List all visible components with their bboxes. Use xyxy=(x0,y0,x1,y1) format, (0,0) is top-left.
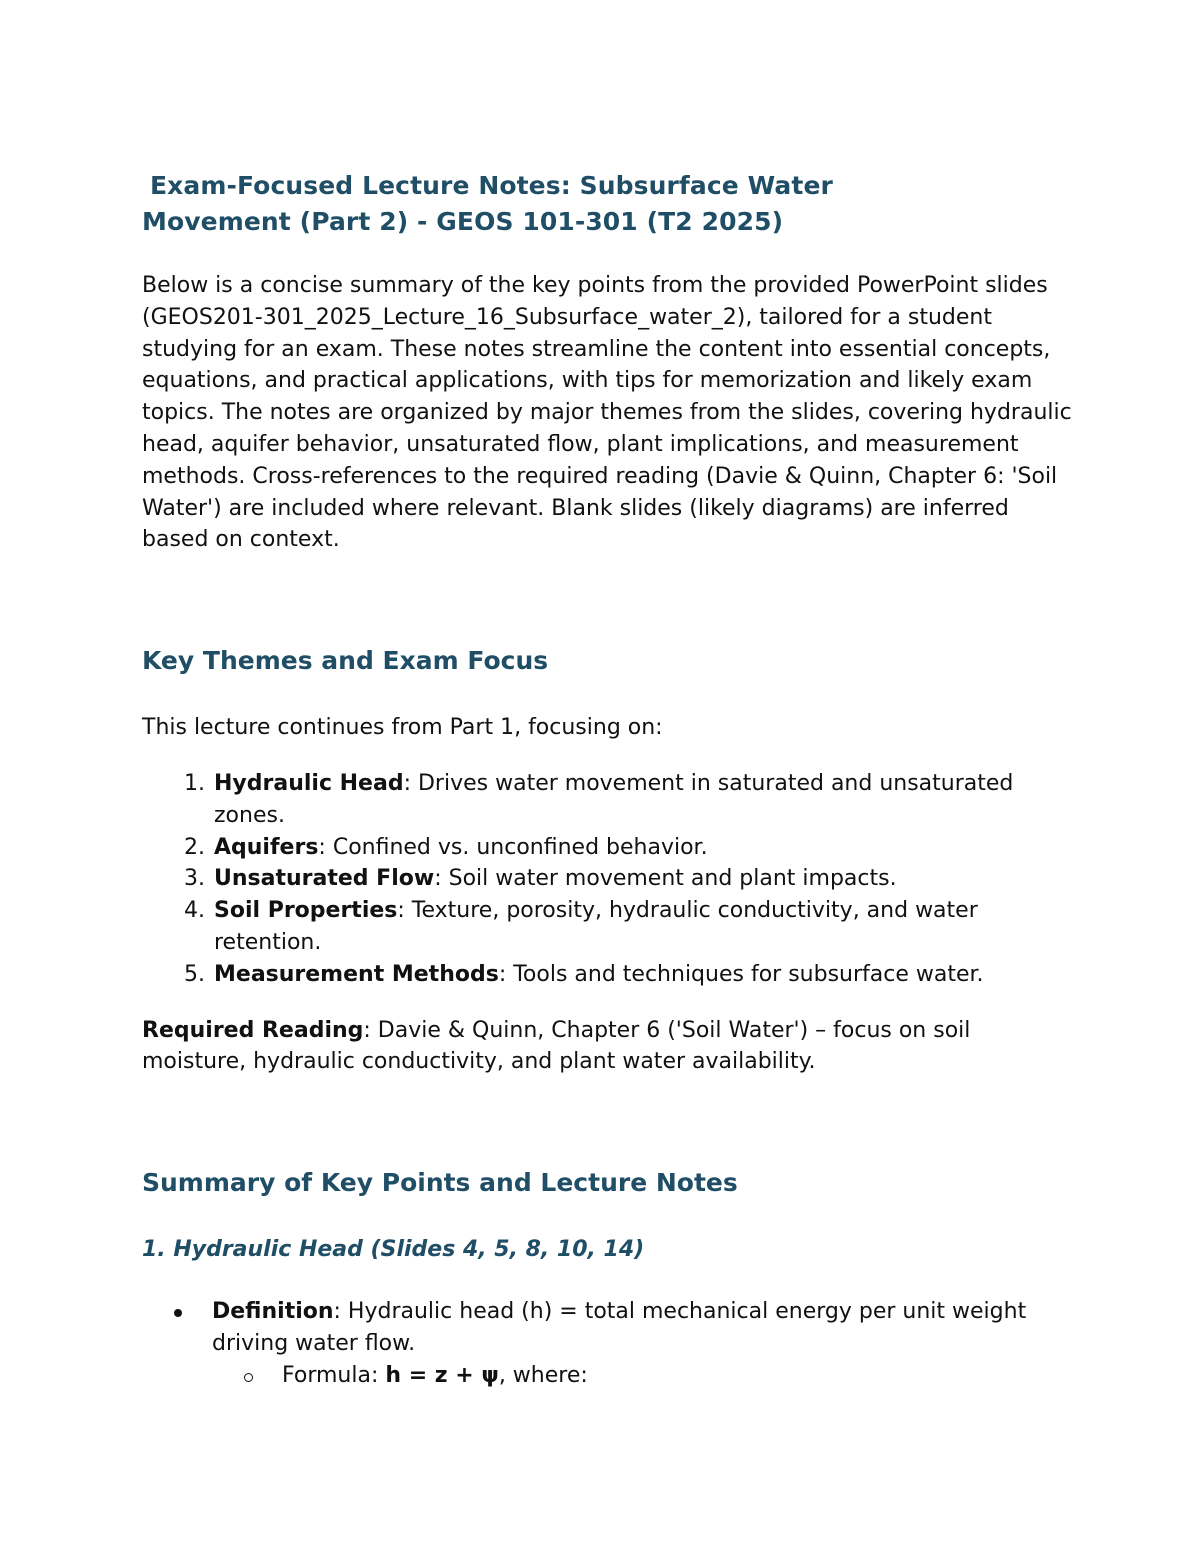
key-themes-heading: Key Themes and Exam Focus xyxy=(142,646,549,676)
formula: h = z + ψ xyxy=(385,1362,499,1388)
theme-term: Aquifers xyxy=(214,834,319,860)
theme-term: Hydraulic Head xyxy=(214,770,404,796)
summary-heading: Summary of Key Points and Lecture Notes xyxy=(142,1168,738,1198)
theme-text: : Drives water movement in saturated and unsaturated zones. xyxy=(214,770,1014,828)
hollow-bullet-icon xyxy=(244,1373,253,1382)
list-item xyxy=(212,832,1072,864)
theme-term: Soil Properties xyxy=(214,898,398,924)
formula-label: Formula: xyxy=(282,1362,386,1388)
section-1-bullets xyxy=(142,1296,1072,1391)
required-reading-term: Required Reading xyxy=(142,1017,364,1043)
list-item xyxy=(282,1360,1072,1392)
list-item xyxy=(212,863,1072,895)
theme-text: : Texture, porosity, hydraulic conductivity, and water retention. xyxy=(214,898,978,955)
document-title xyxy=(142,168,1072,240)
list-item xyxy=(212,1296,1072,1391)
intro-paragraph: Below is a concise summary of the key points from the provided PowerPoint slides (GEOS201-301_2025_Lecture_16_Subsurface_water_2), tailored for a student studying for an exam. These notes streamline the content into essential concepts, equations, and practical applications, with tips for memorization and likely exam topics. The notes are organized by major themes from the slides, covering hydraulic head, aquifer behavior, unsaturated flow, plant implications, and measurement methods. Cross-references to the required reading (Davie & Quinn, Chapter 6: 'Soil Water') are included where relevant. Blank slides (likely diagrams) are inferred based on context. xyxy=(142,273,1072,553)
definition-subitems xyxy=(212,1360,1072,1392)
required-reading-text: : Davie & Quinn, Chapter 6 ('Soil Water') – focus on soil moisture, hydraulic conductivity, and plant water availability. xyxy=(142,1017,971,1075)
theme-text: : Soil water movement and plant impacts. xyxy=(434,866,897,892)
required-reading xyxy=(142,1015,1072,1079)
key-themes-lead: This lecture continues from Part 1, focusing on: xyxy=(142,715,663,741)
bullet-icon xyxy=(174,1309,182,1317)
document-content xyxy=(142,168,1072,1392)
theme-term: Unsaturated Flow xyxy=(214,866,435,892)
theme-text: : Tools and techniques for subsurface water. xyxy=(498,961,984,987)
definition-text: : Hydraulic head (h) = total mechanical energy per unit weight driving water flow. xyxy=(212,1299,1027,1356)
title-line-1: Exam-Focused Lecture Notes: Subsurface Water xyxy=(150,171,833,200)
theme-text: : Confined vs. unconfined behavior. xyxy=(318,834,708,860)
list-item xyxy=(212,768,1072,832)
definition-term: Definition xyxy=(212,1299,334,1325)
section-1-heading: 1. Hydraulic Head (Slides 4, 5, 8, 10, 14) xyxy=(142,1237,645,1263)
formula-tail: , where: xyxy=(498,1362,588,1388)
title-line-2: Movement (Part 2) - GEOS 101-301 (T2 2025) xyxy=(142,207,784,236)
theme-term: Measurement Methods xyxy=(214,961,499,987)
themes-list xyxy=(142,768,1072,991)
list-item xyxy=(212,895,1072,959)
list-item xyxy=(212,959,1072,991)
